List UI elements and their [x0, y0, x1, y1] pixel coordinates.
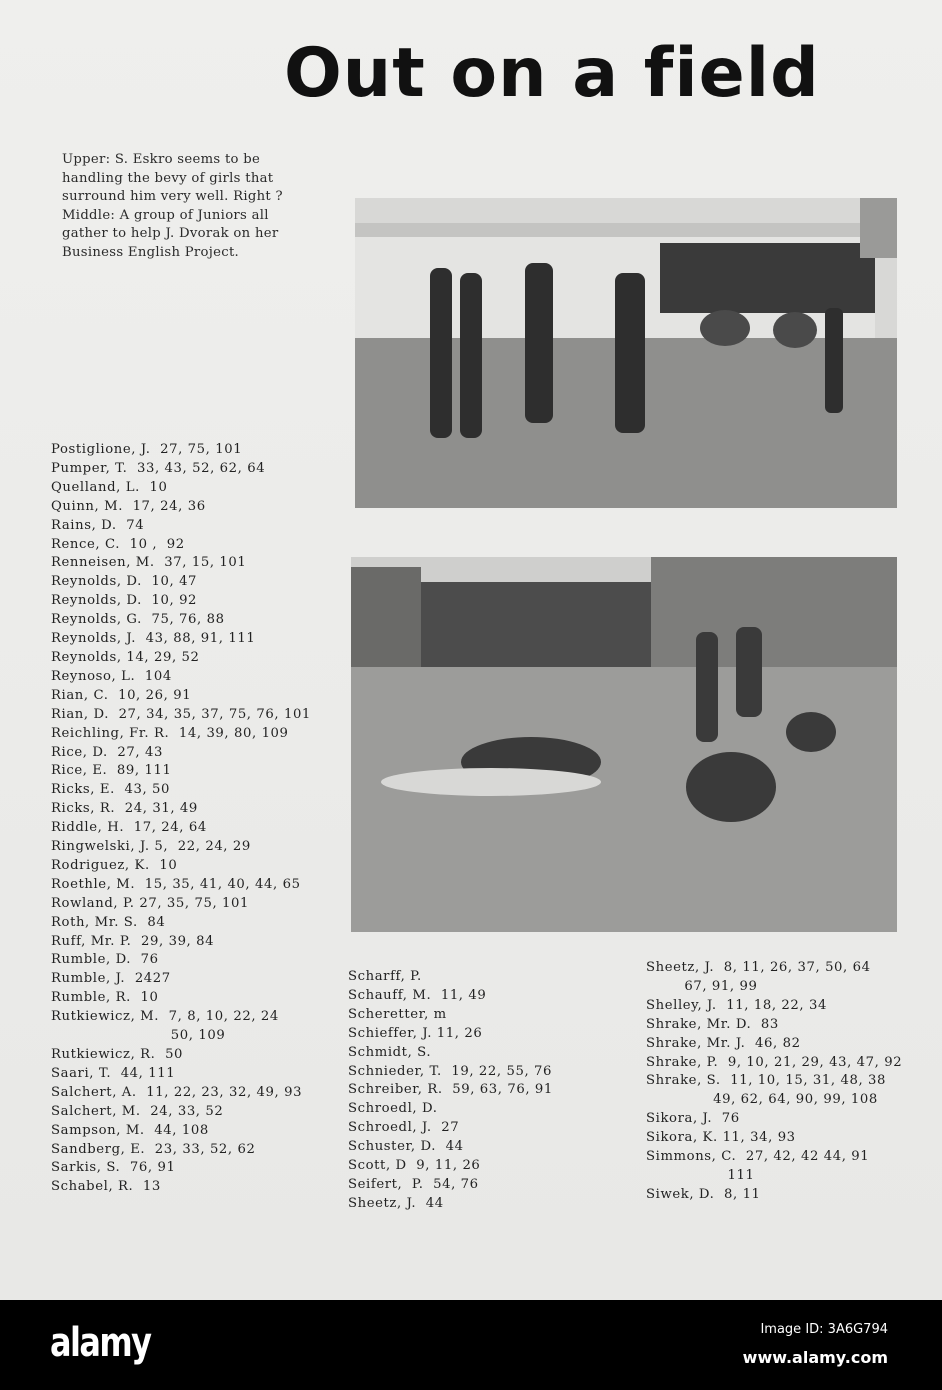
index-entry: Schieffer, J. 11, 26 — [348, 1025, 483, 1041]
photo-students-by-building — [355, 198, 897, 508]
index-entry: Reynolds, G. 75, 76, 88 — [51, 612, 225, 628]
caption-line: handling the bevy of girls that — [62, 170, 274, 186]
caption-line: Middle: A group of Juniors all — [62, 207, 269, 223]
index-entry: Reynolds, D. 10, 92 — [51, 593, 198, 609]
index-entry: Sheetz, J. 8, 11, 26, 37, 50, 64 — [646, 960, 871, 975]
index-entry: Rains, D. 74 — [51, 517, 145, 533]
index-column-2 — [348, 968, 553, 1214]
index-entry: Reynolds, D. 10, 47 — [51, 574, 198, 590]
index-entry: Roth, Mr. S. 84 — [51, 914, 166, 930]
watermark-footer-bar — [0, 1300, 942, 1390]
index-entry: Rumble, D. 76 — [51, 952, 159, 968]
caption-line: Business English Project. — [62, 244, 240, 260]
index-entry: Saari, T. 44, 111 — [51, 1065, 176, 1081]
index-entry: Scott, D 9, 11, 26 — [348, 1158, 481, 1174]
index-entry: Quelland, L. 10 — [51, 479, 168, 495]
index-entry: Ricks, E. 43, 50 — [51, 782, 171, 798]
index-entry: Schabel, R. 13 — [51, 1179, 161, 1195]
index-entry: 67, 91, 99 — [646, 978, 758, 994]
index-entry: Salchert, A. 11, 22, 23, 32, 49, 93 — [51, 1084, 303, 1100]
index-entry: Seifert, P. 54, 76 — [348, 1176, 479, 1192]
index-entry: Ruff, Mr. P. 29, 39, 84 — [51, 933, 215, 949]
index-entry: Shrake, P. 9, 10, 21, 29, 43, 47, 92 — [646, 1054, 903, 1070]
index-column-1 — [51, 441, 311, 1197]
index-entry: Rian, C. 10, 26, 91 — [51, 687, 192, 703]
index-entry: Shelley, J. 11, 18, 22, 34 — [646, 997, 827, 1013]
index-entry: Simmons, C. 27, 42, 42 44, 91 — [646, 1149, 870, 1165]
index-entry: Sikora, K. 11, 34, 93 — [646, 1130, 796, 1146]
index-entry: Rutkiewicz, R. 50 — [51, 1047, 184, 1062]
photo-juniors-on-field — [351, 557, 897, 932]
index-entry: Rian, D. 27, 34, 35, 37, 75, 76, 101 — [51, 706, 311, 722]
index-entry: Postiglione, J. 27, 75, 101 — [51, 442, 243, 457]
index-entry: Sarkis, S. 76, 91 — [51, 1160, 176, 1176]
index-entry: Riddle, H. 17, 24, 64 — [51, 820, 207, 836]
index-entry: Rodriguez, K. 10 — [51, 857, 178, 873]
index-entry: Schroedl, D. — [348, 1101, 438, 1117]
index-entry: Reynoso, L. 104 — [51, 668, 172, 684]
index-entry: Rice, E. 89, 111 — [51, 763, 172, 779]
index-entry: Scheretter, m — [348, 1006, 447, 1022]
caption-line: Upper: S. Eskro seems to be — [62, 152, 261, 167]
index-entry: Sandberg, E. 23, 33, 52, 62 — [51, 1141, 256, 1157]
index-entry: Rutkiewicz, M. 7, 8, 10, 22, 24 — [51, 1009, 279, 1025]
index-entry: Schuster, D. 44 — [348, 1139, 464, 1155]
index-entry: Shrake, Mr. D. 83 — [646, 1016, 779, 1032]
index-entry: Schnieder, T. 19, 22, 55, 76 — [348, 1063, 553, 1079]
index-entry: Reynolds, J. 43, 88, 91, 111 — [51, 631, 256, 647]
index-entry: Ricks, R. 24, 31, 49 — [51, 801, 198, 817]
photo-caption — [62, 151, 337, 263]
index-entry: Rence, C. 10 , 92 — [51, 536, 185, 552]
site-url: www.alamy.com — [742, 1348, 888, 1367]
index-entry: 111 — [646, 1167, 755, 1183]
index-entry: Rice, D. 27, 43 — [51, 744, 163, 760]
index-entry: Sampson, M. 44, 108 — [51, 1122, 209, 1138]
index-entry: Pumper, T. 33, 43, 52, 62, 64 — [51, 460, 266, 476]
caption-line: gather to help J. Dvorak on her — [62, 226, 279, 242]
index-entry: Salchert, M. 24, 33, 52 — [51, 1103, 224, 1119]
index-entry: Schauff, M. 11, 49 — [348, 987, 487, 1003]
index-entry: Reichling, Fr. R. 14, 39, 80, 109 — [51, 725, 289, 741]
index-entry: Ringwelski, J. 5, 22, 24, 29 — [51, 839, 251, 855]
index-entry: Roethle, M. 15, 35, 41, 40, 44, 65 — [51, 876, 301, 892]
index-entry: Rumble, R. 10 — [51, 990, 159, 1006]
index-entry: Quinn, M. 17, 24, 36 — [51, 498, 206, 514]
index-entry: 49, 62, 64, 90, 99, 108 — [646, 1092, 878, 1108]
index-entry: Scharff, P. — [348, 969, 422, 984]
image-id: Image ID: 3A6G794 — [760, 1322, 888, 1337]
alamy-logo: alamy — [50, 1320, 151, 1366]
index-entry: Shrake, S. 11, 10, 15, 31, 48, 38 — [646, 1073, 887, 1089]
index-entry: Sheetz, J. 44 — [348, 1195, 444, 1211]
index-column-3 — [646, 959, 902, 1205]
index-entry: Shrake, Mr. J. 46, 82 — [646, 1035, 801, 1051]
index-entry: Sikora, J. 76 — [646, 1111, 740, 1127]
index-entry: Schreiber, R. 59, 63, 76, 91 — [348, 1082, 553, 1098]
index-entry: Schmidt, S. — [348, 1044, 432, 1060]
page-title: Out on a field — [284, 34, 820, 113]
index-entry: Schroedl, J. 27 — [348, 1120, 460, 1136]
index-entry: Siwek, D. 8, 11 — [646, 1186, 761, 1202]
index-entry: Reynolds, 14, 29, 52 — [51, 649, 200, 665]
index-entry: Renneisen, M. 37, 15, 101 — [51, 555, 247, 571]
index-entry: Rumble, J. 2427 — [51, 971, 171, 987]
caption-line: surround him very well. Right ? — [62, 189, 283, 205]
index-entry: Rowland, P. 27, 35, 75, 101 — [51, 895, 250, 911]
index-entry: 50, 109 — [51, 1028, 226, 1044]
